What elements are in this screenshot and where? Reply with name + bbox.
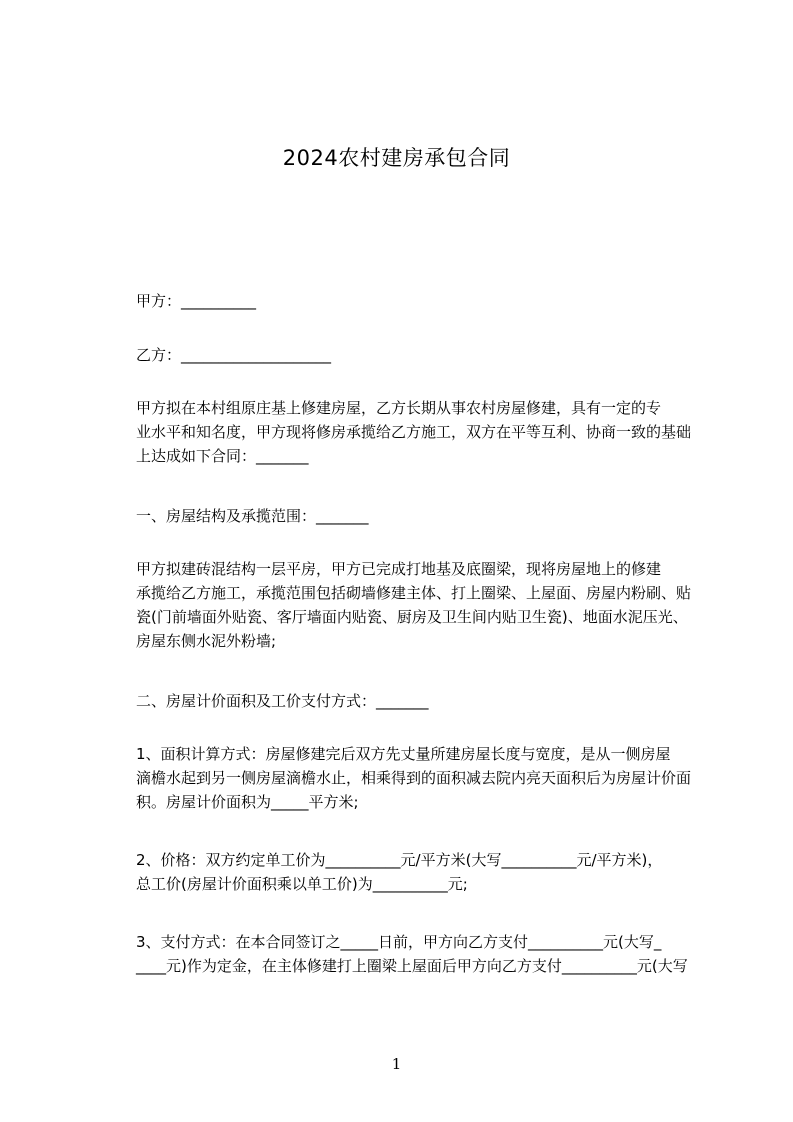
- party-b-line: [104, 343, 708, 367]
- intro-paragraph: [104, 396, 708, 468]
- section-1-heading: [104, 504, 708, 528]
- text-line: 总工价(房屋计价面积乘以单工价)为__________元;: [136, 875, 468, 893]
- text-line: 甲方：__________: [136, 292, 257, 310]
- text-line: 上达成如下合同：_______: [136, 447, 309, 465]
- party-a-line: [104, 289, 708, 313]
- page-number: 1: [391, 1055, 402, 1073]
- text-line: ____元)作为定金，在主体修建打上圈梁上屋面后甲方向乙方支付__________元(大写: [136, 957, 688, 975]
- section-2-item-1: [104, 742, 708, 814]
- section-2-heading: [104, 689, 708, 713]
- text-line: 2、价格：双方约定单工价为__________元/平方米(大写__________元/平方米)，: [136, 851, 663, 869]
- section-2-item-2: [104, 848, 708, 896]
- text-line: 承揽给乙方施工，承揽范围包括砌墙修建主体、打上圈梁、上屋面、房屋内粉刷、贴: [136, 584, 692, 602]
- text-line: 1、面积计算方式：房屋修建完后双方先丈量所建房屋长度与宽度，是从一侧房屋: [136, 745, 671, 763]
- text-line: 甲方拟在本村组原庄基上修建房屋，乙方长期从事农村房屋修建，具有一定的专: [136, 399, 662, 417]
- text-line: 二、房屋计价面积及工价支付方式：_______: [136, 692, 429, 710]
- document-title: 2024农村建房承包合同: [282, 146, 511, 170]
- text-line: 一、房屋结构及承揽范围：_______: [136, 507, 369, 525]
- text-line: 业水平和知名度，甲方现将修房承揽给乙方施工，双方在平等互利、协商一致的基础: [136, 423, 692, 441]
- text-line: 3、支付方式：在本合同签订之_____日前，甲方向乙方支付__________元(大写_: [136, 933, 662, 951]
- section-2-item-3: [104, 930, 708, 978]
- text-line: 乙方：____________________: [136, 346, 332, 364]
- text-line: 甲方拟建砖混结构一层平房，甲方已完成打地基及底圈梁，现将房屋地上的修建: [136, 560, 662, 578]
- text-line: 瓷(门前墙面外贴瓷、客厅墙面内贴瓷、厨房及卫生间内贴卫生瓷)、地面水泥压光、: [136, 608, 688, 626]
- text-line: 积。房屋计价面积为_____平方米;: [136, 793, 359, 811]
- text-line: 滴檐水起到另一侧房屋滴檐水止，相乘得到的面积减去院内亮天面积后为房屋计价面: [136, 769, 692, 787]
- text-line: 房屋东侧水泥外粉墙;: [136, 632, 277, 650]
- section-1-body: [104, 557, 708, 653]
